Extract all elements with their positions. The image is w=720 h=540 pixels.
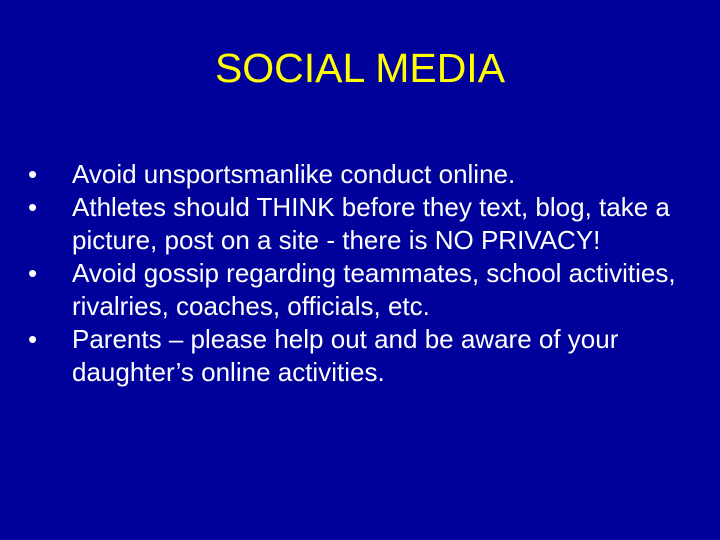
bullet-item	[28, 257, 688, 323]
bullet-icon: •	[28, 258, 38, 288]
bullet-text: Avoid gossip regarding teammates, school activities, rivalries, coaches, officials, etc.	[72, 258, 676, 321]
bullet-icon: •	[28, 159, 38, 189]
slide-title: SOCIAL MEDIA	[214, 45, 506, 91]
bullet-item	[28, 323, 688, 389]
bullet-text: Parents – please help out and be aware of your daughter’s online activities.	[72, 324, 619, 387]
bullet-item	[28, 158, 688, 191]
bullet-icon: •	[28, 324, 38, 354]
bullet-list	[28, 158, 688, 389]
bullet-icon: •	[28, 192, 38, 222]
bullet-text: Avoid unsportsmanlike conduct online.	[72, 159, 516, 189]
bullet-item	[28, 191, 688, 257]
bullet-text: Athletes should THINK before they text, blog, take a picture, post on a site - there is NO PRIVACY!	[72, 192, 670, 255]
